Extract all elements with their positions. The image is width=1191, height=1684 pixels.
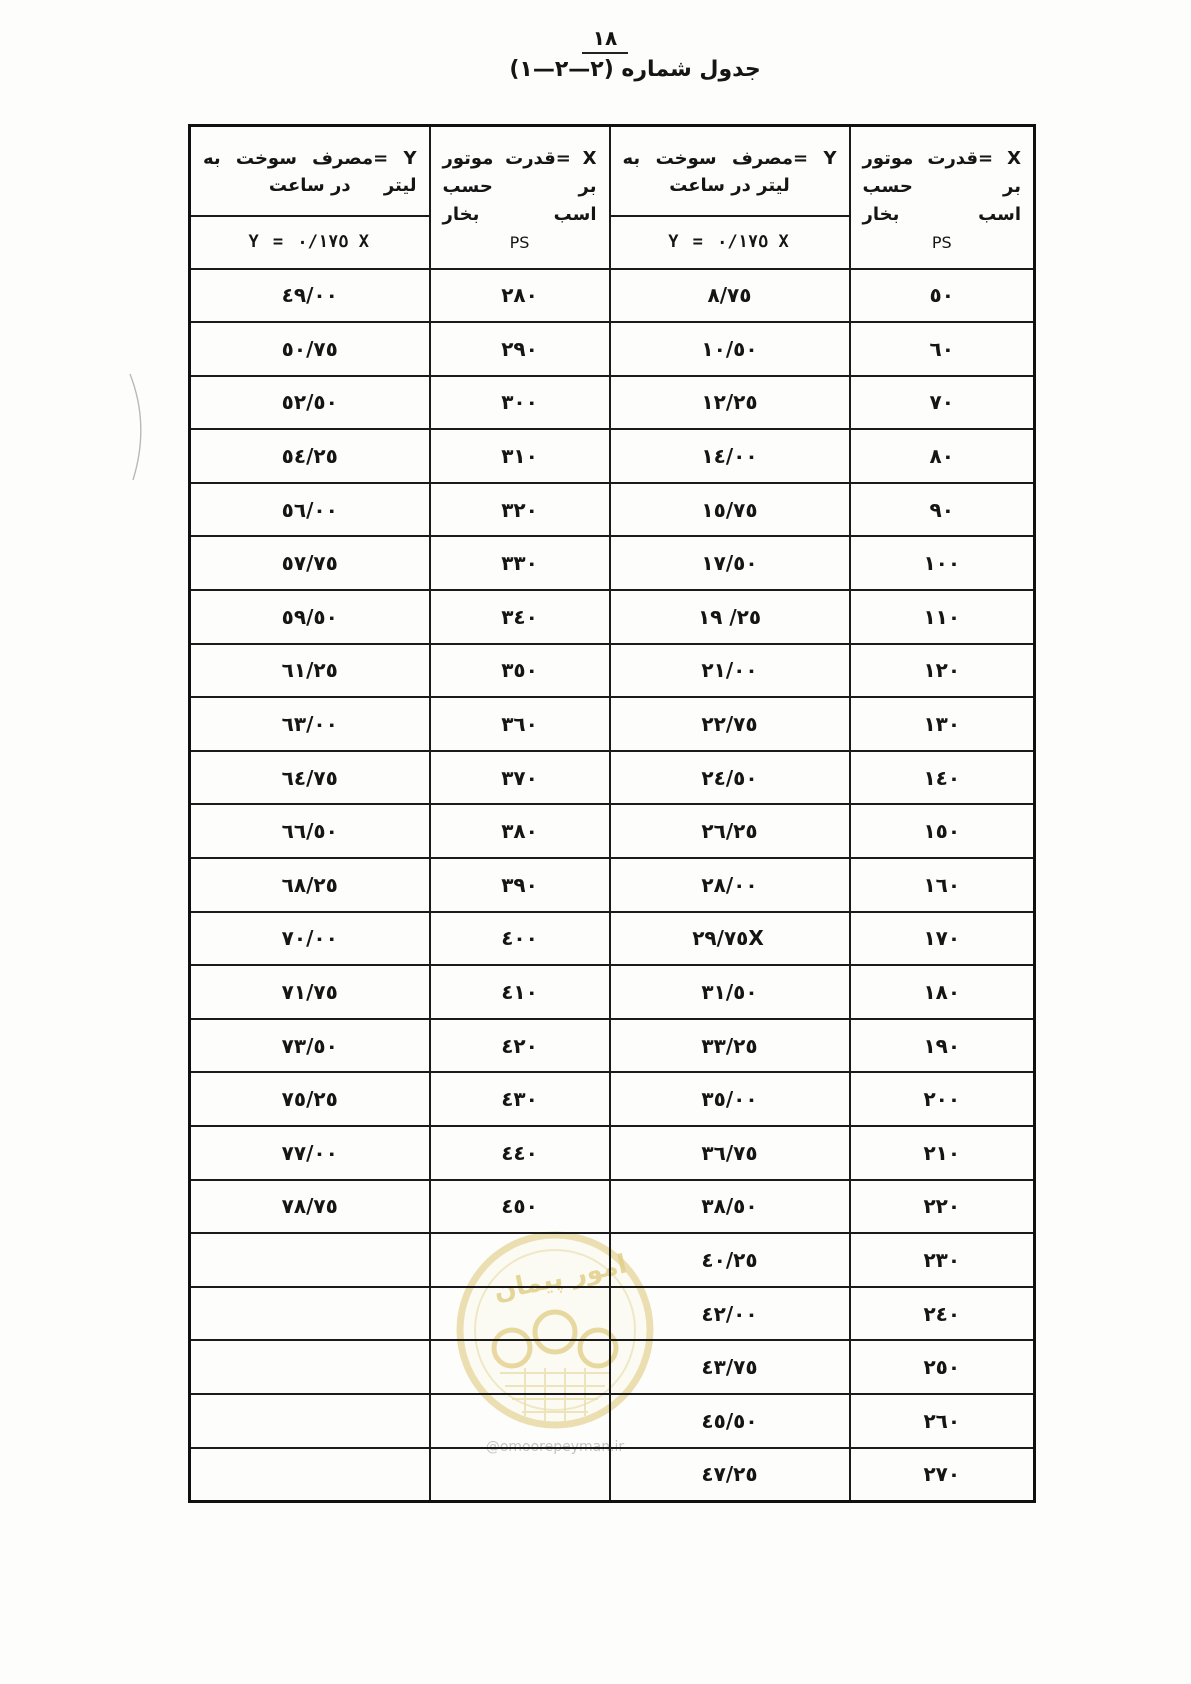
fuel-value: ١٠/٥٠ bbox=[701, 336, 758, 361]
fuel-value: ٣٨/٥٠ bbox=[701, 1194, 758, 1219]
fuel-cell bbox=[610, 1448, 850, 1502]
table-row bbox=[190, 1126, 1035, 1180]
power-header bbox=[850, 126, 1035, 269]
table-row bbox=[190, 1448, 1035, 1502]
power-cell bbox=[430, 1019, 610, 1073]
fuel-cell bbox=[610, 804, 850, 858]
power-cell bbox=[850, 1394, 1035, 1448]
table-row bbox=[190, 965, 1035, 1019]
power-value: ٤٣٠ bbox=[501, 1087, 538, 1112]
power-cell bbox=[850, 1180, 1035, 1234]
fuel-cell bbox=[190, 1394, 430, 1448]
fuel-header bbox=[610, 126, 850, 216]
power-value: ٣٥٠ bbox=[501, 658, 538, 683]
power-cell bbox=[850, 912, 1035, 966]
power-cell bbox=[430, 912, 610, 966]
fuel-header-line: Y =مصرف سوخت به لیتر bbox=[203, 148, 417, 196]
power-header-line: اسب بخار bbox=[862, 204, 1021, 225]
table-row bbox=[190, 644, 1035, 698]
fuel-cell bbox=[610, 858, 850, 912]
table-row bbox=[190, 912, 1035, 966]
fuel-cell bbox=[190, 858, 430, 912]
fuel-cell bbox=[190, 1233, 430, 1287]
fuel-cell bbox=[610, 483, 850, 537]
fuel-cell bbox=[610, 269, 850, 323]
power-cell bbox=[850, 322, 1035, 376]
fuel-cell bbox=[610, 1072, 850, 1126]
fuel-cell bbox=[190, 751, 430, 805]
power-value: ٢١٠ bbox=[923, 1140, 961, 1165]
power-value: ١٠٠ bbox=[923, 551, 961, 576]
fuel-cell bbox=[190, 1072, 430, 1126]
fuel-value: ٧٧/٠٠ bbox=[281, 1140, 338, 1165]
power-value: ١١٠ bbox=[923, 604, 961, 629]
power-cell bbox=[430, 536, 610, 590]
power-cell bbox=[850, 429, 1035, 483]
power-value: ٢٨٠ bbox=[501, 283, 538, 308]
power-value: ١٥٠ bbox=[923, 819, 961, 844]
table-row bbox=[190, 590, 1035, 644]
fuel-cell bbox=[190, 965, 430, 1019]
fuel-cell bbox=[190, 322, 430, 376]
unit-label: PS bbox=[509, 233, 530, 252]
power-cell bbox=[430, 429, 610, 483]
fuel-cell bbox=[190, 912, 430, 966]
formula-cell bbox=[190, 216, 430, 269]
header-row bbox=[190, 126, 1035, 216]
fuel-header-line: لیتر در ساعت bbox=[669, 175, 790, 196]
fuel-cell bbox=[610, 1394, 850, 1448]
fuel-cell bbox=[190, 697, 430, 751]
fuel-value: ٢١/٠٠ bbox=[701, 658, 758, 683]
power-cell bbox=[850, 1126, 1035, 1180]
fuel-cell bbox=[610, 429, 850, 483]
table-row bbox=[190, 1233, 1035, 1287]
power-value: ١٨٠ bbox=[923, 980, 961, 1005]
power-cell bbox=[430, 1394, 610, 1448]
formula-label: Y = ٠/١٧٥ X bbox=[248, 232, 372, 252]
unit-label: PS bbox=[931, 233, 952, 252]
power-value: ١٣٠ bbox=[923, 712, 961, 737]
fuel-value: ٢٢/٧٥ bbox=[701, 712, 758, 737]
table-container bbox=[188, 124, 1033, 1503]
fuel-cell bbox=[190, 1180, 430, 1234]
fuel-cell bbox=[190, 483, 430, 537]
power-cell bbox=[430, 965, 610, 1019]
fuel-value: ٤٩/٠٠ bbox=[281, 283, 338, 308]
power-cell bbox=[430, 376, 610, 430]
fuel-cell bbox=[610, 965, 850, 1019]
fuel-consumption-table bbox=[188, 124, 1036, 1503]
fuel-cell bbox=[610, 644, 850, 698]
power-value: ٢٣٠ bbox=[923, 1247, 961, 1272]
fuel-value: ٥٧/٧٥ bbox=[281, 551, 338, 576]
power-cell bbox=[430, 590, 610, 644]
power-value: ٣٦٠ bbox=[501, 712, 538, 737]
fuel-value: ٣١/٥٠ bbox=[701, 980, 758, 1005]
power-value: ٨٠ bbox=[929, 444, 954, 469]
power-value: ١٢٠ bbox=[923, 658, 961, 683]
table-row bbox=[190, 429, 1035, 483]
fuel-cell bbox=[190, 269, 430, 323]
fuel-value: ٣٣/٢٥ bbox=[701, 1033, 758, 1058]
power-cell bbox=[430, 1287, 610, 1341]
fuel-value: ٦٣/٠٠ bbox=[281, 712, 338, 737]
table-row bbox=[190, 376, 1035, 430]
power-value: ٦٠ bbox=[929, 336, 954, 361]
power-cell bbox=[850, 1233, 1035, 1287]
table-row bbox=[190, 269, 1035, 323]
fuel-cell bbox=[190, 376, 430, 430]
table-row bbox=[190, 697, 1035, 751]
power-value: ٢٤٠ bbox=[923, 1301, 961, 1326]
power-cell bbox=[850, 1287, 1035, 1341]
fuel-cell bbox=[610, 1287, 850, 1341]
power-header-line: اسب بخار bbox=[442, 204, 597, 225]
table-row bbox=[190, 1180, 1035, 1234]
power-cell bbox=[430, 858, 610, 912]
power-cell bbox=[850, 804, 1035, 858]
power-cell bbox=[850, 269, 1035, 323]
power-value: ١٦٠ bbox=[923, 872, 961, 897]
fuel-value: ٥٤/٢٥ bbox=[281, 444, 338, 469]
power-cell bbox=[430, 1072, 610, 1126]
power-value: ٢٦٠ bbox=[923, 1408, 961, 1433]
table-row bbox=[190, 1287, 1035, 1341]
fuel-value: ١٢/٢٥ bbox=[701, 390, 758, 415]
power-cell bbox=[430, 1180, 610, 1234]
power-cell bbox=[430, 697, 610, 751]
power-cell bbox=[850, 965, 1035, 1019]
fuel-cell bbox=[190, 1019, 430, 1073]
power-cell bbox=[850, 751, 1035, 805]
fuel-value: ٢٩/٧٥X bbox=[692, 926, 767, 951]
fuel-header-line: Y =مصرف سوخت به bbox=[622, 148, 837, 169]
fuel-cell bbox=[190, 1448, 430, 1502]
fuel-value: ٥٠/٧٥ bbox=[281, 336, 338, 361]
power-value: ٢٠٠ bbox=[923, 1087, 961, 1112]
power-cell bbox=[850, 1072, 1035, 1126]
power-cell bbox=[850, 536, 1035, 590]
page-number: ١٨ bbox=[582, 24, 628, 54]
power-value: ٢٧٠ bbox=[923, 1462, 961, 1487]
power-cell bbox=[430, 1233, 610, 1287]
fuel-cell bbox=[190, 536, 430, 590]
table-row bbox=[190, 322, 1035, 376]
fuel-value: ٧٨/٧٥ bbox=[281, 1194, 338, 1219]
power-value: ٩٠ bbox=[929, 497, 954, 522]
power-value: ٣٧٠ bbox=[501, 765, 538, 790]
power-cell bbox=[850, 1448, 1035, 1502]
fuel-value: ٢٦/٢٥ bbox=[701, 819, 758, 844]
table-row bbox=[190, 1072, 1035, 1126]
watermark-logo-text: امور پیمان bbox=[491, 1249, 630, 1307]
power-value: ٧٠ bbox=[929, 390, 954, 415]
table-row bbox=[190, 804, 1035, 858]
power-cell bbox=[430, 804, 610, 858]
power-value: ٣٩٠ bbox=[501, 872, 538, 897]
fuel-value: ٦٨/٢٥ bbox=[281, 872, 338, 897]
power-cell bbox=[850, 858, 1035, 912]
fuel-value: ٤٠/٢٥ bbox=[701, 1247, 758, 1272]
power-cell bbox=[850, 590, 1035, 644]
power-value: ٤١٠ bbox=[501, 980, 538, 1005]
fuel-value: ٢٨/٠٠ bbox=[701, 872, 758, 897]
power-value: ٣٤٠ bbox=[501, 604, 538, 629]
fuel-value: ١٩ /٢٥ bbox=[697, 604, 762, 629]
fuel-value: ١٥/٧٥ bbox=[701, 497, 758, 522]
power-value: ٤٥٠ bbox=[501, 1194, 538, 1219]
power-value: ١٩٠ bbox=[923, 1033, 961, 1058]
fuel-cell bbox=[610, 697, 850, 751]
fuel-value: ٧٥/٢٥ bbox=[281, 1087, 338, 1112]
power-value: ٤٠٠ bbox=[501, 926, 538, 951]
table-row bbox=[190, 751, 1035, 805]
fuel-cell bbox=[610, 1126, 850, 1180]
fuel-value: ١٧/٥٠ bbox=[701, 551, 758, 576]
fuel-header-line: در ساعت bbox=[268, 175, 351, 196]
table-body bbox=[190, 269, 1035, 1502]
table-title: جدول شماره (٢—٢—١) bbox=[509, 57, 761, 82]
power-cell bbox=[850, 1019, 1035, 1073]
power-cell bbox=[430, 1448, 610, 1502]
fuel-value: ٦١/٢٥ bbox=[281, 658, 338, 683]
fuel-value: ٥٢/٥٠ bbox=[281, 390, 338, 415]
fuel-value: ٥٦/٠٠ bbox=[281, 497, 338, 522]
scan-artifact bbox=[120, 370, 160, 485]
table-row bbox=[190, 536, 1035, 590]
fuel-value: ٦٦/٥٠ bbox=[281, 819, 338, 844]
power-header-line: X =قدرت موتور bbox=[862, 148, 1021, 169]
power-value: ١٤٠ bbox=[923, 765, 961, 790]
power-cell bbox=[430, 322, 610, 376]
fuel-cell bbox=[610, 912, 850, 966]
power-cell bbox=[850, 644, 1035, 698]
power-cell bbox=[850, 697, 1035, 751]
power-header-line: بر حسب bbox=[442, 176, 597, 197]
power-value: ١٧٠ bbox=[923, 926, 961, 951]
fuel-value: ٧١/٧٥ bbox=[281, 980, 338, 1005]
fuel-cell bbox=[190, 1287, 430, 1341]
fuel-cell bbox=[610, 590, 850, 644]
power-cell bbox=[430, 483, 610, 537]
power-value: ٥٠ bbox=[929, 283, 954, 308]
table-row bbox=[190, 1019, 1035, 1073]
power-cell bbox=[430, 1340, 610, 1394]
table-row bbox=[190, 1340, 1035, 1394]
fuel-value: ٧٣/٥٠ bbox=[281, 1033, 338, 1058]
fuel-value: ٦٤/٧٥ bbox=[281, 765, 338, 790]
fuel-value: ٣٦/٧٥ bbox=[701, 1140, 758, 1165]
table-row bbox=[190, 1394, 1035, 1448]
power-header-line: بر حسب bbox=[862, 176, 1021, 197]
power-value: ٣٣٠ bbox=[501, 551, 538, 576]
formula-label: Y = ٠/١٧٥ X bbox=[668, 232, 791, 252]
fuel-header bbox=[190, 126, 430, 216]
fuel-cell bbox=[190, 804, 430, 858]
fuel-cell bbox=[610, 376, 850, 430]
watermark-url: @omoorepeyman.ir bbox=[485, 1439, 625, 1455]
fuel-value: ٣٥/٠٠ bbox=[701, 1087, 758, 1112]
power-cell bbox=[850, 376, 1035, 430]
power-value: ٣١٠ bbox=[501, 444, 538, 469]
fuel-cell bbox=[610, 536, 850, 590]
power-value: ٢٥٠ bbox=[923, 1355, 961, 1380]
fuel-cell bbox=[610, 1019, 850, 1073]
power-cell bbox=[430, 1126, 610, 1180]
fuel-cell bbox=[190, 590, 430, 644]
power-value: ٤٢٠ bbox=[501, 1033, 538, 1058]
fuel-value: ٤٥/٥٠ bbox=[701, 1408, 758, 1433]
fuel-value: ١٤/٠٠ bbox=[701, 444, 758, 469]
fuel-cell bbox=[610, 1233, 850, 1287]
fuel-value: ٢٤/٥٠ bbox=[701, 765, 758, 790]
table-row bbox=[190, 483, 1035, 537]
power-cell bbox=[850, 1340, 1035, 1394]
fuel-cell bbox=[190, 644, 430, 698]
fuel-value: ٤٣/٧٥ bbox=[701, 1355, 758, 1380]
fuel-cell bbox=[610, 1180, 850, 1234]
fuel-cell bbox=[190, 1340, 430, 1394]
power-value: ٤٤٠ bbox=[501, 1140, 538, 1165]
formula-cell bbox=[610, 216, 850, 269]
fuel-cell bbox=[610, 751, 850, 805]
fuel-value: ٧٠/٠٠ bbox=[281, 926, 338, 951]
fuel-value: ٥٩/٥٠ bbox=[281, 604, 338, 629]
fuel-cell bbox=[610, 1340, 850, 1394]
power-value: ٢٩٠ bbox=[501, 336, 538, 361]
power-value: ٣٠٠ bbox=[501, 390, 538, 415]
fuel-value: ٤٧/٢٥ bbox=[701, 1462, 758, 1487]
fuel-value: ٤٢/٠٠ bbox=[701, 1301, 758, 1326]
power-value: ٣٢٠ bbox=[501, 497, 538, 522]
power-cell bbox=[850, 483, 1035, 537]
power-header bbox=[430, 126, 610, 269]
power-cell bbox=[430, 269, 610, 323]
fuel-value: ٨/٧٥ bbox=[707, 283, 752, 308]
table-row bbox=[190, 858, 1035, 912]
power-header-line: X =قدرت موتور bbox=[442, 148, 597, 169]
power-cell bbox=[430, 751, 610, 805]
power-value: ٢٢٠ bbox=[923, 1194, 961, 1219]
fuel-cell bbox=[610, 322, 850, 376]
power-value: ٣٨٠ bbox=[501, 819, 538, 844]
fuel-cell bbox=[190, 1126, 430, 1180]
power-cell bbox=[430, 644, 610, 698]
fuel-cell bbox=[190, 429, 430, 483]
